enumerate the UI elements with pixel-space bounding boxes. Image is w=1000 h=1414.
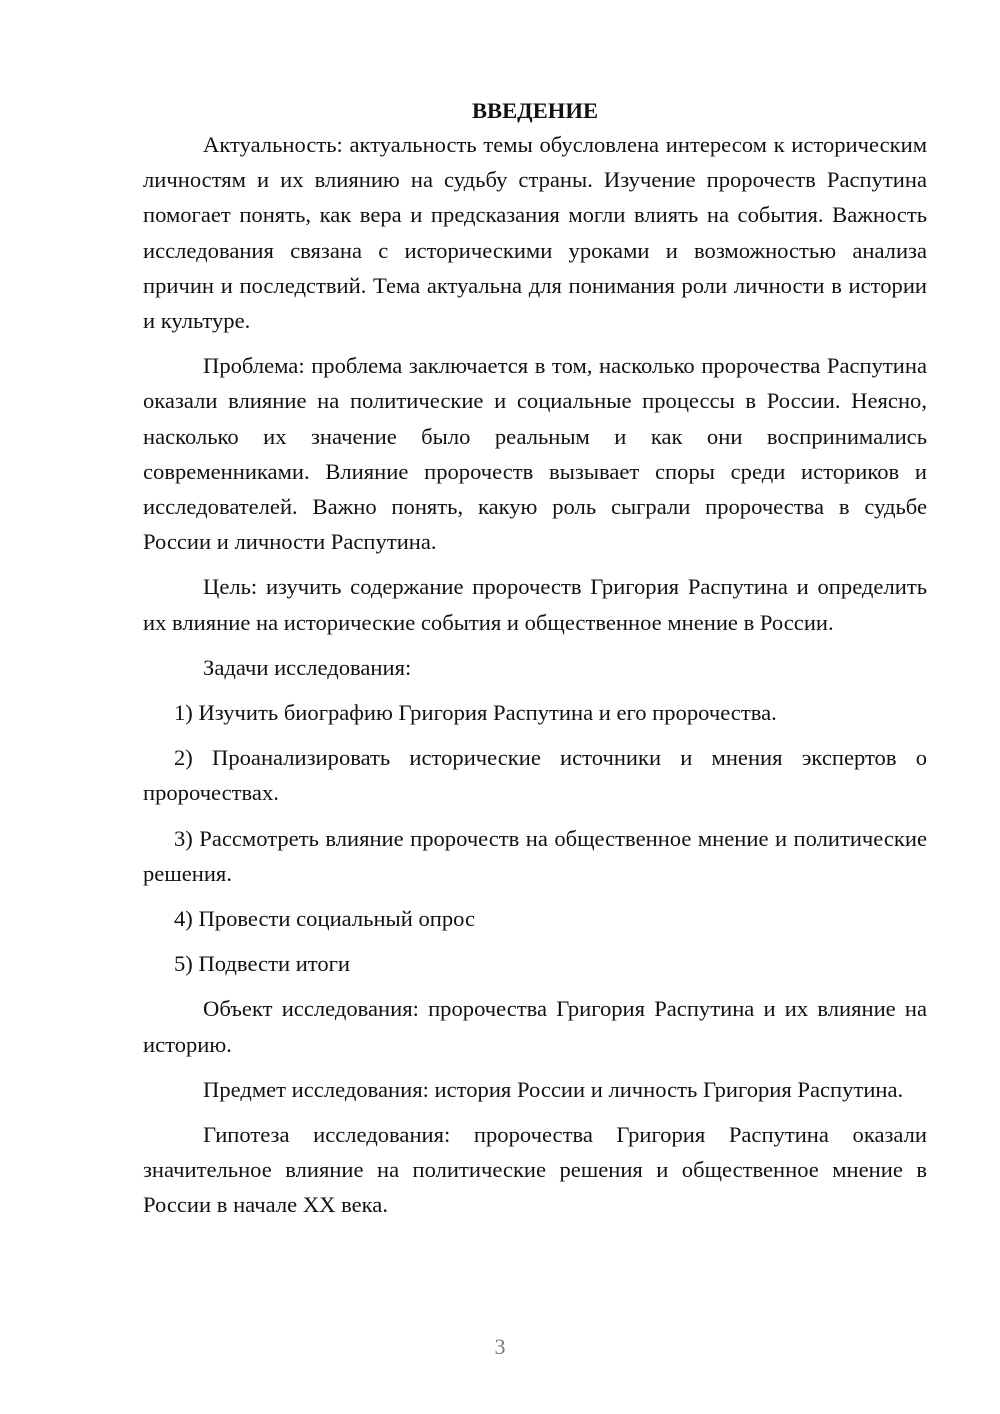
- task-item: 5) Подвести итоги: [174, 951, 351, 977]
- section-title: ВВЕДЕНИЕ: [471, 98, 599, 123]
- task-item: 4) Провести социальный опрос: [174, 906, 476, 932]
- task-item: 2) Проанализировать исторические источники и мнения экспертов о пророчествах.: [143, 745, 927, 806]
- relevance-paragraph: Актуальность: актуальность темы обусловлена интересом к историческим личностям и их влиянию на судьбу страны. Изучение пророчеств Распутина помогает понять, как вера и предсказания могли влиять на события. Важность исследования связана с историческими уроками и возможностью анализа причин и последствий. Тема актуальна для понимания роли личности в истории и культуре.: [143, 132, 927, 334]
- subject-paragraph: Предмет исследования: история России и личность Григория Распутина.: [203, 1076, 904, 1102]
- task-item: 1) Изучить биографию Григория Распутина и его пророчества.: [174, 700, 777, 726]
- goal-paragraph: Цель: изучить содержание пророчеств Григория Распутина и определить их влияние на исторические события и общественное мнение в России.: [143, 574, 927, 635]
- problem-paragraph: Проблема: проблема заключается в том, насколько пророчества Распутина оказали влияние на политические и социальные процессы в России. Неясно, насколько их значение было реальным и как они воспринимались современниками. Влияние пророчеств вызывает споры среди историков и исследователей. Важно понять, какую роль сыграли пророчества в судьбе России и личности Распутина.: [143, 353, 927, 555]
- hypothesis-paragraph: Гипотеза исследования: пророчества Григория Распутина оказали значительное влияние на политические решения и общественное мнение в России в начале XX века.: [143, 1122, 927, 1218]
- object-paragraph: Объект исследования: пророчества Григория Распутина и их влияние на историю.: [143, 996, 927, 1057]
- tasks-heading: Задачи исследования:: [203, 654, 412, 680]
- page-number: 3: [494, 1334, 506, 1359]
- task-item: 3) Рассмотреть влияние пророчеств на общественное мнение и политические решения.: [143, 825, 927, 886]
- page-content: [143, 96, 927, 1233]
